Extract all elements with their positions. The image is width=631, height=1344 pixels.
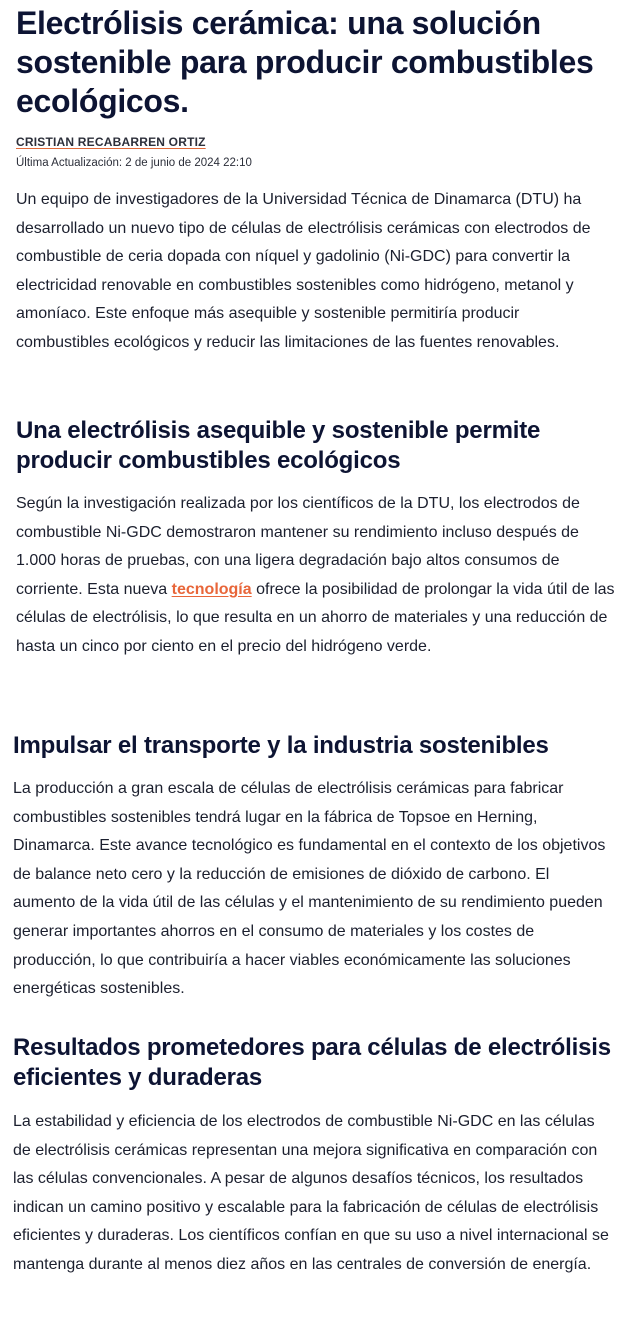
section-heading: Una electrólisis asequible y sostenible permite producir combustibles ecológicos <box>16 417 541 474</box>
section-heading: Impulsar el transporte y la industria sostenibles <box>13 732 549 759</box>
text-after-link: ofrece la posibilidad de prolongar la vida útil de las células de electrólisis, lo que resulta en un ahorro de materiales y una reducción de hasta un cinco por ciento en el precio del hidrógeno verde. <box>16 580 615 655</box>
intro-paragraph <box>16 186 612 358</box>
section-heading-3 <box>13 1033 613 1093</box>
technology-link[interactable]: tecnología <box>171 580 252 598</box>
paragraph-text: Un equipo de investigadores de la Universidad Técnica de Dinamarca (DTU) ha desarrollado un nuevo tipo de células de electrólisis cerámicas con electrodos de combustible de ceria dopada con níquel y gadolinio (Ni-GDC) para convertir la electricidad renovable en combustibles sostenibles como hidrógeno, metanol y amoníaco. Este enfoque más asequible y sostenible permitiría producir combustibles ecológicos y reducir las limitaciones de las fuentes renovables. <box>16 191 591 351</box>
section-paragraph-1 <box>16 490 616 662</box>
paragraph-text: La estabilidad y eficiencia de los electrodos de combustible Ni-GDC en las células de electrólisis cerámicas representan una mejora significativa en comparación con las células convencionales. A pesar de algunos desafíos técnicos, los resultados indican un camino positivo y escalable para la fabricación de células de electrólisis eficientes y duraderas. Los científicos confían en que su uso a nivel internacional se mantenga durante al menos diez años en las centrales de conversión de energía. <box>13 1113 609 1273</box>
article-title: Electrólisis cerámica: una solución sostenible para producir combustibles ecológicos. <box>16 5 594 119</box>
section-heading: Resultados prometedores para células de electrólisis eficientes y duraderas <box>13 1034 611 1091</box>
text-before-link: Según la investigación realizada por los científicos de la DTU, los electrodos de combustible Ni-GDC demostraron mantener su rendimiento incluso después de 1.000 horas de pruebas, con una ligera degradación bajo altos consumos de corriente. Esta nueva <box>16 495 580 598</box>
paragraph-text <box>16 490 616 662</box>
last-updated: Última Actualización: 2 de junio de 2024 22:10 <box>16 157 252 169</box>
section-paragraph-3 <box>13 1108 613 1280</box>
section-paragraph-2 <box>13 775 613 1004</box>
section-heading-2 <box>13 731 613 761</box>
section-heading-1 <box>16 416 612 476</box>
author-link[interactable]: CRISTIAN RECABARREN ORTIZ <box>16 135 206 149</box>
paragraph-text: La producción a gran escala de células de electrólisis cerámicas para fabricar combustibles sostenibles tendrá lugar en la fábrica de Topsoe en Herning, Dinamarca. Este avance tecnológico es fundamental en el contexto de los objetivos de balance neto cero y la reducción de emisiones de dióxido de carbono. El aumento de la vida útil de las células y el mantenimiento de su rendimiento pueden generar importantes ahorros en el consumo de materiales y los costes de producción, lo que contribuiría a hacer viables económicamente las soluciones energéticas sostenibles. <box>13 780 606 998</box>
